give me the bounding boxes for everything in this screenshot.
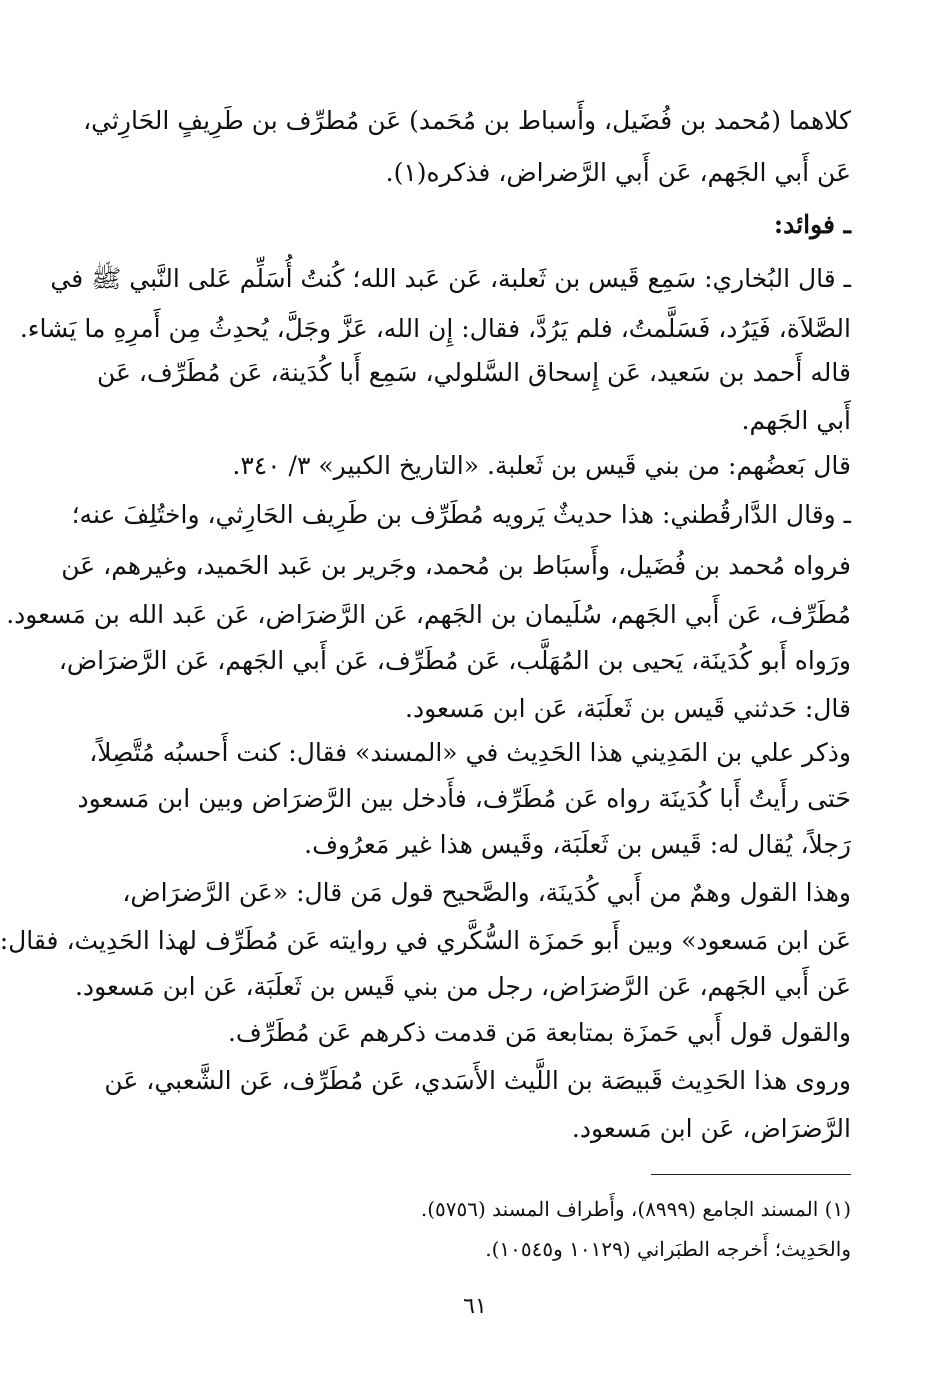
section-heading: ـ فوائد: bbox=[773, 210, 851, 239]
text-line: وهذا القول وهمٌ من أَبي كُدَينَة، والصَّحيح قول مَن قال: «عَن الرَّضرَاض، bbox=[122, 878, 851, 907]
page-number: ٦١ bbox=[463, 1294, 487, 1319]
text-line: رَجلاً، يُقال له: قَيس بن ثَعلَبَة، وقَيس هذا غير مَعرُوف. bbox=[304, 830, 851, 859]
text-line: أَبي الجَهم. bbox=[741, 406, 851, 435]
text-line: الرَّضرَاض، عَن ابن مَسعود. bbox=[571, 1114, 851, 1143]
text-line: عَن أَبي الجَهم، عَن أَبي الرَّضراض، فذكره(١). bbox=[385, 158, 851, 187]
text-line: قال: حَدثني قَيس بن ثَعلَبَة، عَن ابن مَسعود. bbox=[405, 694, 851, 723]
text-line: فرواه مُحمد بن فُضَيل، وأَسبَاط بن مُحمد، وجَرير بن عَبد الحَميد، وغيرهم، عَن bbox=[61, 551, 851, 580]
text-line: كلاهما (مُحمد بن فُضَيل، وأَسباط بن مُحَمد) عَن مُطرِّف بن طَرِيفٍ الحَارِثي، bbox=[83, 106, 851, 135]
text-line: حَتى رأَيتُ أَبا كُدَينَة رواه عَن مُطَرِّف، فأَدخل بين الرَّضرَاض وبين ابن مَسعود bbox=[77, 784, 851, 813]
footnote: والحَدِيث؛ أَخرجه الطبَراني (١٠١٢٩ و١٠٥٤٥). bbox=[485, 1237, 851, 1261]
text-line: والقول قول أَبي حَمزَة بمتابعة مَن قدمت ذكرهم عَن مُطَرِّف. bbox=[227, 1018, 851, 1047]
text-line: قاله أَحمد بن سَعيد، عَن إِسحاق السَّلولي، سَمِع أَبا كُدَينة، عَن مُطَرِّف، عَن bbox=[96, 358, 851, 387]
text-line: عَن أَبي الجَهم، عَن الرَّضرَاض، رجل من بني قَيس بن ثَعلَبَة، عَن ابن مَسعود. bbox=[74, 972, 851, 1001]
footnote: (١) المسند الجامع (٨٩٩٩)، وأَطراف المسند (٥٧٥٦). bbox=[420, 1197, 851, 1221]
text-line: قال بَعضُهم: من بني قَيس بن ثَعلبة. «التاريخ الكبير» ٣/ ٣٤٠. bbox=[232, 451, 851, 480]
text-line: وروى هذا الحَدِيث قَبيصَة بن اللَّيث الأَسَدي، عَن مُطَرِّف، عَن الشَّعبي، عَن bbox=[104, 1066, 851, 1095]
text-line: ورَواه أَبو كُدَينَة، يَحيى بن المُهَلَّب، عَن مُطَرِّف، عَن أَبي الجَهم، عَن الرَّضرَاض، bbox=[58, 646, 851, 675]
text-line: ـ قال البُخاري: سَمِع قَيس بن ثَعلبة، عَن عَبد الله؛ كُنتُ أُسَلِّم عَلى النَّبي ﷺ في bbox=[50, 264, 851, 293]
text-line: الصَّلاَة، فَيَرُد، فَسَلَّمتُ، فلم يَرُدَّ، فقال: إِن الله، عَزَّ وجَلَّ، يُحدِثُ مِن أَمرِهِ ما يَشاء. bbox=[19, 314, 851, 343]
text-line: وذكر علي بن المَدِيني هذا الحَدِيث في «المسند» فقال: كنت أَحسبُه مُتَّصِلاً، bbox=[89, 738, 851, 767]
text-line: ـ وقال الدَّارقُطني: هذا حديثٌ يَرويه مُطَرِّف بن طَرِيف الحَارِثي، واختُلِفَ عنه؛ bbox=[71, 500, 851, 529]
footnote-divider bbox=[651, 1174, 851, 1175]
text-line: عَن ابن مَسعود» وبين أَبو حَمزَة السُّكَّري في روايته عَن مُطَرِّف لهذا الحَدِيث، فقال: bbox=[0, 926, 851, 955]
text-line: مُطَرِّف، عَن أَبي الجَهم، سُلَيمان بن الجَهم، عَن الرَّضرَاض، عَن عَبد الله بن مَسعود. bbox=[6, 600, 851, 629]
